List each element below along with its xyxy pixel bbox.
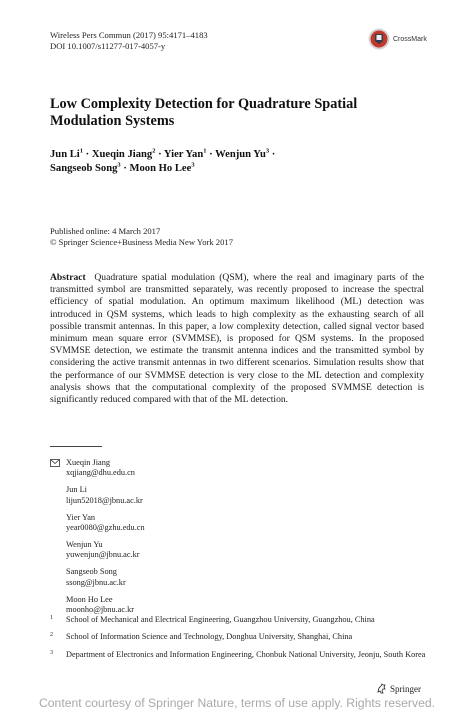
- paper-title: [50, 96, 430, 130]
- author-affil-sup: 1: [203, 147, 207, 155]
- contact-email[interactable]: lijun52018@jbnu.ac.kr: [66, 495, 143, 505]
- springer-horse-icon: [376, 683, 387, 694]
- affiliation-text: Department of Electronics and Information Engineering, Chonbuk National University, Jeonju, South Korea: [66, 649, 426, 659]
- contact-email[interactable]: moonho@jbnu.ac.kr: [66, 604, 135, 614]
- affiliation-number: 1: [50, 615, 53, 621]
- published-date: Published online: 4 March 2017: [50, 226, 161, 236]
- journal-header: [50, 30, 208, 52]
- contact-email[interactable]: xqjiang@dhu.edu.cn: [66, 468, 135, 478]
- title-line-1: Low Complexity Detection for Quadrature Spatial: [50, 96, 358, 112]
- abstract-label: Abstract: [50, 272, 86, 283]
- contact-email[interactable]: yuwenjun@jbnu.ac.kr: [66, 550, 140, 560]
- author-separator: ·: [120, 163, 130, 174]
- journal-citation: Wireless Pers Commun (2017) 95:4171–4183: [50, 30, 208, 40]
- footnote-divider: [50, 446, 102, 447]
- author-separator: ·: [269, 149, 276, 160]
- contact-name: Xueqin Jiang: [66, 458, 111, 467]
- contact-email[interactable]: ssong@jbnu.ac.kr: [66, 577, 126, 587]
- author-line-1: [50, 148, 430, 162]
- contact-entry: [50, 567, 145, 588]
- springer-label: Springer: [390, 683, 421, 694]
- affiliation-number: 3: [50, 649, 53, 656]
- author-separator: ·: [83, 149, 92, 160]
- author-name[interactable]: Yier Yan: [163, 149, 204, 160]
- author-name[interactable]: Wenjun Yu: [215, 149, 266, 160]
- crossmark-label: CrossMark: [393, 35, 427, 43]
- contact-entry: [50, 513, 145, 534]
- affiliation-text: School of Mechanical and Electrical Engineering, Guangzhou University, Guangzhou, China: [66, 615, 375, 624]
- author-separator: ·: [206, 149, 216, 160]
- affiliations: [50, 615, 430, 667]
- contact-entry: [50, 485, 145, 506]
- publication-info: [50, 226, 233, 248]
- contact-name: Yier Yan: [66, 512, 96, 522]
- contact-entry: [50, 595, 145, 616]
- contact-name: Moon Ho Lee: [66, 594, 113, 604]
- affiliation-entry: [50, 650, 430, 660]
- contact-name: Sangseob Song: [66, 567, 117, 577]
- author-name[interactable]: Xueqin Jiang: [91, 149, 153, 160]
- contact-name: Wenjun Yu: [66, 539, 103, 549]
- affiliation-entry: [50, 615, 430, 625]
- crossmark-badge[interactable]: [368, 28, 427, 50]
- author-contacts: [50, 458, 145, 622]
- author-name[interactable]: Jun Li: [50, 149, 80, 160]
- affiliation-text: School of Information Science and Technology, Donghua University, Shanghai, China: [66, 632, 353, 642]
- abstract-text: Quadrature spatial modulation (QSM), where the real and imaginary parts of the transmitted symbol are transmitted separately, was recently proposed to increase the spectral efficiency of spatial modulation. An optimum maximum likelihood (ML) detection was introduced in QSM systems, which leads to high complexity as the exhausting search of all possible transmit antennas. In this paper, a low complexity detection, called signal vector based minimum mean square error (SVMMSE), is proposed for QSM systems. In the proposed SVMMSE detection, we estimate the transmit antenna indices and the transmitted symbol by considering the active transmit antennas in two different scenarios. Simulation results show that the performance of our SVMMSE detection is very close to the ML detection and complexity analysis shows that the computational complexity of the proposed SVMMSE detection is significantly reduced compared with that of the ML detection.: [50, 272, 425, 406]
- title-line-2: Modulation Systems: [50, 113, 175, 129]
- affiliation-number: 2: [50, 632, 53, 639]
- author-affil-sup: 2: [152, 147, 156, 155]
- contact-entry: [50, 458, 145, 479]
- author-affil-sup: 3: [191, 161, 195, 169]
- author-line-2: [50, 162, 430, 176]
- crossmark-icon: [368, 28, 390, 50]
- abstract: [50, 272, 424, 406]
- copyright-line: © Springer Science+Business Media New York 2017: [50, 237, 233, 247]
- courtesy-notice: Content courtesy of Springer Nature, terms of use apply. Rights reserved.: [38, 696, 436, 710]
- springer-logo: [376, 683, 421, 694]
- doi-line[interactable]: DOI 10.1007/s11277-017-4057-y: [50, 41, 166, 51]
- author-affil-sup: 3: [265, 147, 270, 155]
- envelope-icon: [50, 459, 60, 467]
- author-list: [50, 148, 430, 176]
- contact-name: Jun Li: [66, 485, 87, 495]
- contact-entry: [50, 540, 145, 561]
- author-affil-sup: 3: [117, 161, 121, 169]
- contact-email[interactable]: year0080@gzhu.edu.cn: [66, 523, 145, 533]
- author-separator: ·: [155, 149, 164, 160]
- affiliation-entry: [50, 632, 430, 642]
- author-affil-sup: 1: [79, 147, 83, 155]
- author-name[interactable]: Sangseob Song: [50, 163, 118, 174]
- author-name[interactable]: Moon Ho Lee: [129, 163, 192, 174]
